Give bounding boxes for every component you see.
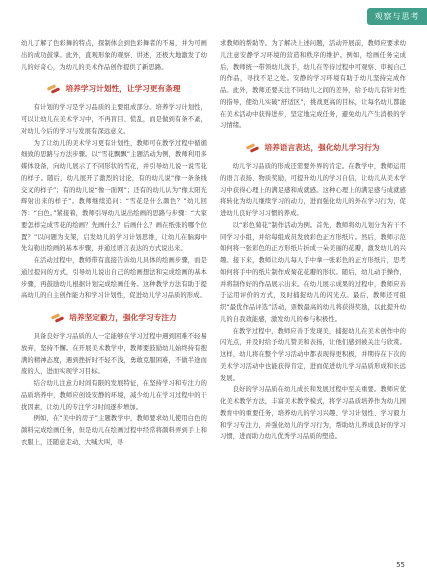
section-heading — [21, 79, 207, 98]
column-tag: 观察与思考 — [367, 8, 427, 25]
paragraph: 求教师的帮助等。为了解决上述问题，活动开展前，教师应要求幼儿注意安静学习环境的营造和秩序的维护。例如，绘画任务完成后，教师统一带领幼儿洗手，幼儿在等待过程中可观察、审视自己的作品，寻找不足之处。安静的学习环境有助于幼儿坚持完成作品。此外，教师还要关注不同幼儿之间的差异，给予幼儿有针对性的指导，使幼儿实破“舒适区”，挑战更高的目标，让每名幼儿都能在美术活动中获得进步，坚定地完成任务，避免幼儿产生消极的学习情绪。 — [220, 40, 406, 130]
section-heading — [21, 308, 207, 327]
page-number: 55 — [396, 561, 405, 569]
paragraph: 以“彩色菊花”制作活动为例。首先，教师将幼儿划分为若干不同学习小组，并给每组成员发放彩色正方形纸片。然后，教师示范如何将一张彩色的正方形纸片折成一朵美丽的花瓣，激发幼儿的兴趣。接下来，教师让幼儿每人手中拿一张彩色的正方形纸片，思考如何将手中的纸片制作成菊花花瓣的形状。随后，幼儿动手操作，并将制作好的作品展示出来。在幼儿展示成果的过程中，教师应善于运用评价的方式，及时捕捉幼儿的闪光点。最后，教师还可组织“最优作品评选”活动，票数最高的幼儿将获得奖励，以此提升幼儿的自我效能感，激发幼儿的参与积极性。 — [220, 221, 406, 323]
paragraph: 幼儿了解了色彩舞的特点，探制体会到色彩舞者的不易，并为可画出的成功鼓掌。此外，直观形象的观察、讲述，还极大地激发了幼儿的好奇心，为幼儿的美术作品创作提供了新思路。 — [21, 40, 207, 71]
paragraph: 为了让幼儿的美术学习更有计划性，教师可在教学过程中循循细致的思路与方法步骤。以“雪花飘飘”主题活动为例，教师利用多媒体设备，向幼儿展示了不同形状的雪花，并引导幼儿说一说雪花的样子。随后，幼儿展开了激烈的讨论，有的幼儿说“像一条条线交叉的样子”；有的幼儿说“像一面网”；还有的幼儿认为“像太阳光辉射出来的样子”。教师继续追问：“雪花是什么颜色？”幼儿回答：“白色。”紧接着，教师引导幼儿说出绘画的思路与步骤：“大家要怎样完成雪花的绘画？先画什么？后画什么？画在纸张的哪个位置？”以问题为支架，启发幼儿的学习计划思维，让幼儿在脑海中先勾勒出绘画的基本步骤，并通过语言表达的方式说出来。 — [21, 139, 207, 253]
paragraph: 结合幼儿注意力时间有限的发展特征，在坚持学习和专注力的品质培养中，教师应创设安静的环境，减少幼儿在学习过程中的干扰因素，让幼儿的专注学习时间逐步增加。 — [21, 380, 207, 411]
right-column — [220, 38, 406, 443]
brush-stroke-icon — [51, 314, 65, 322]
paragraph: 具备良好学习品质的人一定能够在学习过程中遇到困难不轻易放弃，坚持不懈。在开展美术教学中，教师要鼓励幼儿始终持有抱满的精神态度，遇到挫折时不轻不浅，勇敢克服困难，不做半途而废的人，进而实现学习目标。 — [21, 333, 207, 376]
section-title: 培养学习计划性，让学习更有条理 — [65, 83, 181, 93]
paragraph: 在教学过程中，教师应善于发现美，捕捉幼儿在美术创作中的闪光点，并及时给予幼儿赞美和表扬，让他们感到被关注与欣赏。这样，幼儿将在整个学习活动中都表现得更积极，并期待在下次的美术学习活动中也能获得肯定，进而促进幼儿学习品质形成和长远发展。 — [220, 327, 406, 382]
paragraph: 幼儿学习品质的形成还需要外界的肯定。在教学中，教师运用的语言表扬、物质奖励，可提升幼儿的学习自信，让幼儿从美术学习中获得心理上的满足感和成就感。这种心理上的满足感与成就感将转化为幼儿继续学习的动力，进而强化幼儿的外在学习行为，促进幼儿良好学习习惯的养成。 — [220, 163, 406, 217]
section-title: 培养语言表达，强化幼儿学习行为 — [264, 142, 380, 152]
left-column — [21, 38, 207, 449]
paragraph: 有计划的学习是学习品质的主要组成部分。培养学习计划性，可以让幼儿在美术学习中，不再盲目、慌乱，而是做到有条不紊，对幼儿今后的学习与发展有深远意义。 — [21, 104, 207, 135]
section-title: 培养坚定毅力，强化学习专注力 — [69, 312, 177, 322]
paragraph: 良好的学习品质在幼儿成长和发展过程中至关重要。教师应优化美术教学方法，丰富美术教学模式，将学习品质培养作为幼儿园教育中的重要任务，培养幼儿的学习兴趣、学习计划性、学习毅力和学习专注力，并强化幼儿的学习行为，帮助幼儿养成良好的学习习惯，进而助力幼儿优秀学习品质的塑造。 — [220, 386, 406, 441]
section-heading — [220, 138, 406, 157]
brush-stroke-icon — [47, 85, 61, 93]
paragraph: 例如，在“美中的房子”主题教学中，教师要求幼儿使用白色的颜料完成绘画任务，但是幼儿在绘画过程中经常将颜料弄到手上和衣服上，还随意走动、大喊大叫，寻 — [21, 415, 207, 446]
brush-stroke-icon — [246, 144, 260, 152]
paragraph: 在活动过程中，教师带有直接告诉幼儿具体的绘画步骤，而是通过提问的方式，引导幼儿说出自己的绘画想法和完成绘画的基本步骤，再鼓励幼儿根据计划完成绘画任务。这种教学方法有助于提高幼儿的自主创作能力和学习计划性，促进幼儿学习品质的形成。 — [21, 257, 207, 300]
